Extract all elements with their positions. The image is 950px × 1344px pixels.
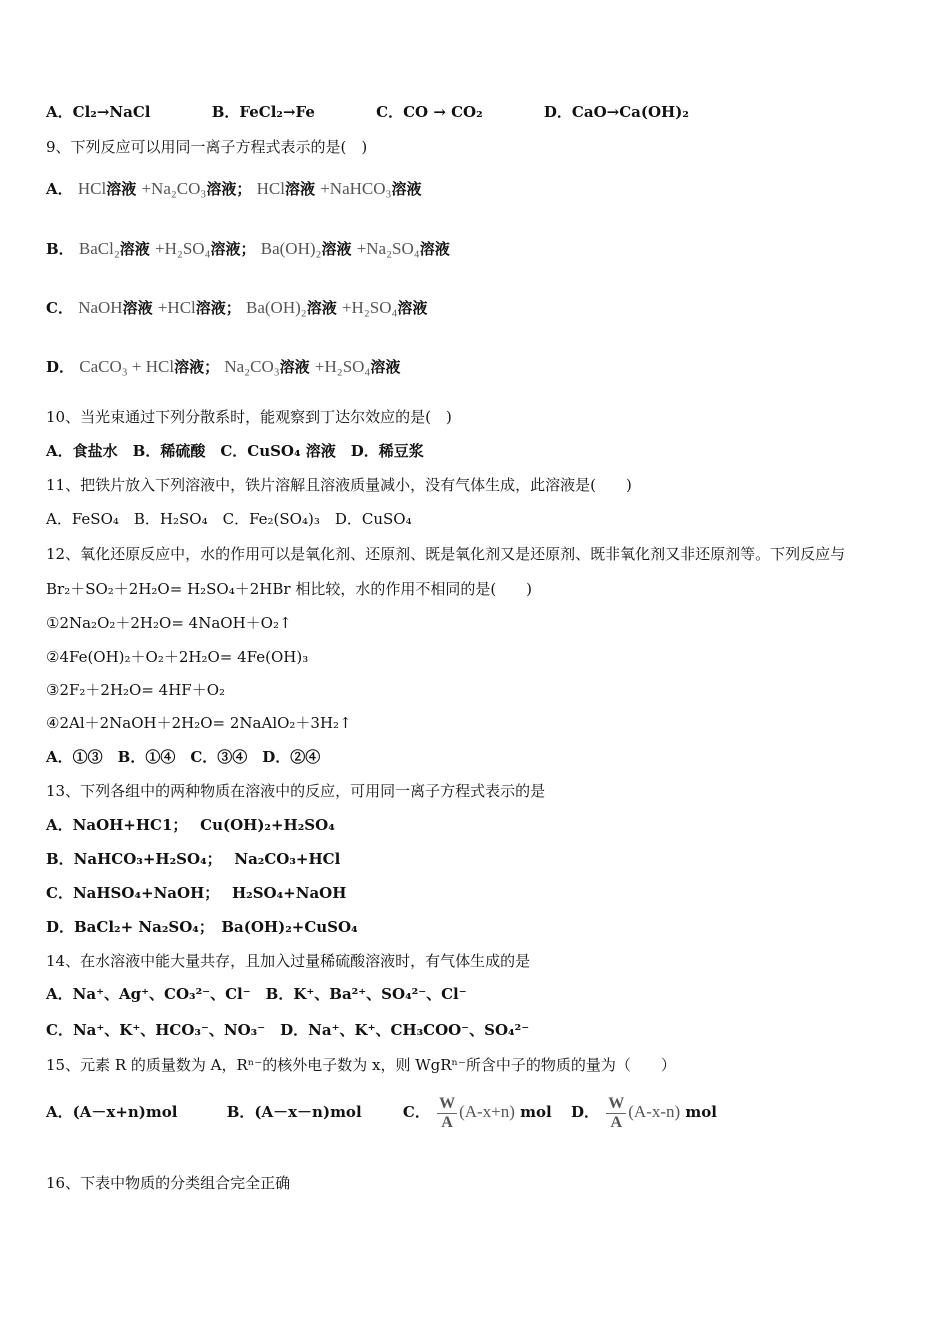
q8-option-a: A．Cl₂→NaCl — [46, 103, 151, 121]
q9a-text-2: 溶液； — [206, 180, 252, 198]
q9d-formula-1: CaCO₃ + HCl — [79, 357, 175, 376]
q9c-formula-1: NaOH — [78, 298, 123, 317]
q9b-text-2: 溶液； — [210, 240, 256, 258]
q10-stem: 10、当光束通过下列分散系时，能观察到丁达尔效应的是( ) — [46, 408, 452, 426]
q9a-formula-2: +Na₂CO₃ — [141, 179, 207, 198]
q9c-formula-3: Ba(OH)₂ — [246, 298, 307, 317]
q10-options: A．食盐水 B．稀硫酸 C．CuSO₄ 溶液 D．稀豆浆 — [46, 442, 424, 460]
q13-option-a: A．NaOH+HC1； Cu(OH)₂+H₂SO₄ — [46, 816, 335, 834]
q9c-label: C． — [46, 299, 73, 317]
q9b-formula-3: Ba(OH)₂ — [260, 239, 322, 258]
q9a-formula-3: HCl — [256, 179, 285, 198]
q11-options: A．FeSO₄ B．H₂SO₄ C．Fe₂(SO₄)₃ D．CuSO₄ — [46, 510, 412, 528]
q9d-text-2: 溶液 — [279, 358, 310, 376]
q9b-label: B． — [46, 240, 74, 258]
q14-stem: 14、在水溶液中能大量共存，且加入过量稀硫酸溶液时，有气体生成的是 — [46, 952, 531, 970]
q16-stem: 16、下表中物质的分类组合完全正确 — [46, 1174, 291, 1192]
q14-options-ab: A．Na⁺、Ag⁺、CO₃²⁻、Cl⁻ B．K⁺、Ba²⁺、SO₄²⁻、Cl⁻ — [46, 985, 467, 1003]
q9c-text-2: 溶液； — [195, 299, 241, 317]
q12-options: A．①③ B．①④ C．③④ D．②④ — [46, 748, 321, 766]
q9b-text-1: 溶液 — [119, 240, 150, 258]
q9d-formula-3: +H₂SO₄ — [314, 357, 371, 376]
q15-option-d-fraction — [606, 1095, 626, 1132]
q9a-formula-1: HCl — [77, 179, 107, 198]
q15-d-numerator: W — [608, 1094, 625, 1112]
q9d-text-3: 溶液 — [370, 358, 401, 376]
q9-option-a — [46, 178, 421, 200]
q15-stem: 15、元素 R 的质量数为 A，Rⁿ⁻的核外电子数为 x，则 WgRⁿ⁻所含中子的物质的量为（ ） — [46, 1056, 676, 1074]
q12-reaction-3: ③2F₂＋2H₂O= 4HF＋O₂ — [46, 681, 226, 699]
q13-stem: 13、下列各组中的两种物质在溶液中的反应，可用同一离子方程式表示的是 — [46, 782, 546, 800]
q9a-label: A． — [46, 180, 73, 198]
q9c-text-4: 溶液 — [397, 299, 428, 317]
q9b-formula-2: +H₂SO₄ — [155, 239, 211, 258]
q9a-text-4: 溶液 — [391, 180, 422, 198]
q9b-formula-4: +Na₂SO₄ — [356, 239, 420, 258]
q9-stem: 9、下列反应可以用同一离子方程式表示的是( ) — [46, 138, 368, 156]
q12-reaction-2: ②4Fe(OH)₂＋O₂＋2H₂O= 4Fe(OH)₃ — [46, 648, 309, 666]
q15-c-unit: mol — [520, 1103, 552, 1121]
q9c-text-3: 溶液 — [306, 299, 337, 317]
q15-option-b: B．(A－x－n)mol — [226, 1103, 362, 1121]
q14-options-cd: C．Na⁺、K⁺、HCO₃⁻、NO₃⁻ D．Na⁺、K⁺、CH₃COO⁻、SO₄²⁻ — [46, 1021, 530, 1039]
q9c-formula-2: +HCl — [157, 298, 196, 317]
q15-c-denominator: A — [441, 1113, 453, 1131]
q13-option-b: B．NaHCO₃+H₂SO₄； Na₂CO₃+HCl — [46, 850, 341, 868]
q15-options — [46, 1092, 717, 1132]
q9-option-c — [46, 297, 427, 319]
q8-option-c: C．CO → CO₂ — [376, 103, 483, 121]
q9c-formula-4: +H₂SO₄ — [341, 298, 398, 317]
q9d-label: D． — [46, 358, 75, 376]
q12-stem-line-1: 12、氧化还原反应中，水的作用可以是氧化剂、还原剂、既是氧化剂又是还原剂、既非氧化剂又非还原剂等。下列反应与 — [46, 545, 846, 563]
q9a-formula-4: +NaHCO₃ — [320, 179, 392, 198]
q9d-formula-2: Na₂CO₃ — [224, 357, 280, 376]
q15-option-c-fraction — [437, 1095, 457, 1132]
q9d-text-1: 溶液； — [174, 358, 220, 376]
q12-reaction-1: ①2Na₂O₂＋2H₂O= 4NaOH＋O₂↑ — [46, 614, 292, 632]
q9c-text-1: 溶液 — [122, 299, 153, 317]
q8-option-b: B．FeCl₂→Fe — [211, 103, 315, 121]
q8-options — [46, 101, 689, 123]
q9b-formula-1: BaCl₂ — [78, 239, 120, 258]
q8-option-d: D．CaO→Ca(OH)₂ — [543, 103, 689, 121]
q9b-text-3: 溶液 — [321, 240, 352, 258]
q13-option-c: C．NaHSO₄+NaOH； H₂SO₄+NaOH — [46, 884, 347, 902]
q9-option-d — [46, 356, 400, 378]
q15-d-unit: mol — [685, 1103, 717, 1121]
q15-c-expression: (A-x+n) — [459, 1102, 515, 1121]
q15-d-expression: (A-x-n) — [628, 1102, 681, 1121]
q9a-text-1: 溶液 — [106, 180, 137, 198]
q15-option-a: A．(A－x+n)mol — [46, 1103, 178, 1121]
q9a-text-3: 溶液 — [284, 180, 315, 198]
q12-stem-line-2: Br₂＋SO₂＋2H₂O= H₂SO₄＋2HBr 相比较，水的作用不相同的是( ) — [46, 580, 533, 598]
q15-d-denominator: A — [610, 1113, 622, 1131]
q11-stem: 11、把铁片放入下列溶液中，铁片溶解且溶液质量减小，没有气体生成，此溶液是( ) — [46, 476, 632, 494]
q13-option-d: D．BaCl₂+ Na₂SO₄； Ba(OH)₂+CuSO₄ — [46, 918, 358, 936]
q15-option-c-label: C． — [402, 1103, 430, 1121]
q15-option-d-label: D． — [570, 1103, 599, 1121]
q9-option-b — [46, 238, 450, 260]
q9b-text-4: 溶液 — [419, 240, 450, 258]
q15-c-numerator: W — [439, 1094, 456, 1112]
q12-reaction-4: ④2Al＋2NaOH＋2H₂O= 2NaAlO₂＋3H₂↑ — [46, 714, 352, 732]
